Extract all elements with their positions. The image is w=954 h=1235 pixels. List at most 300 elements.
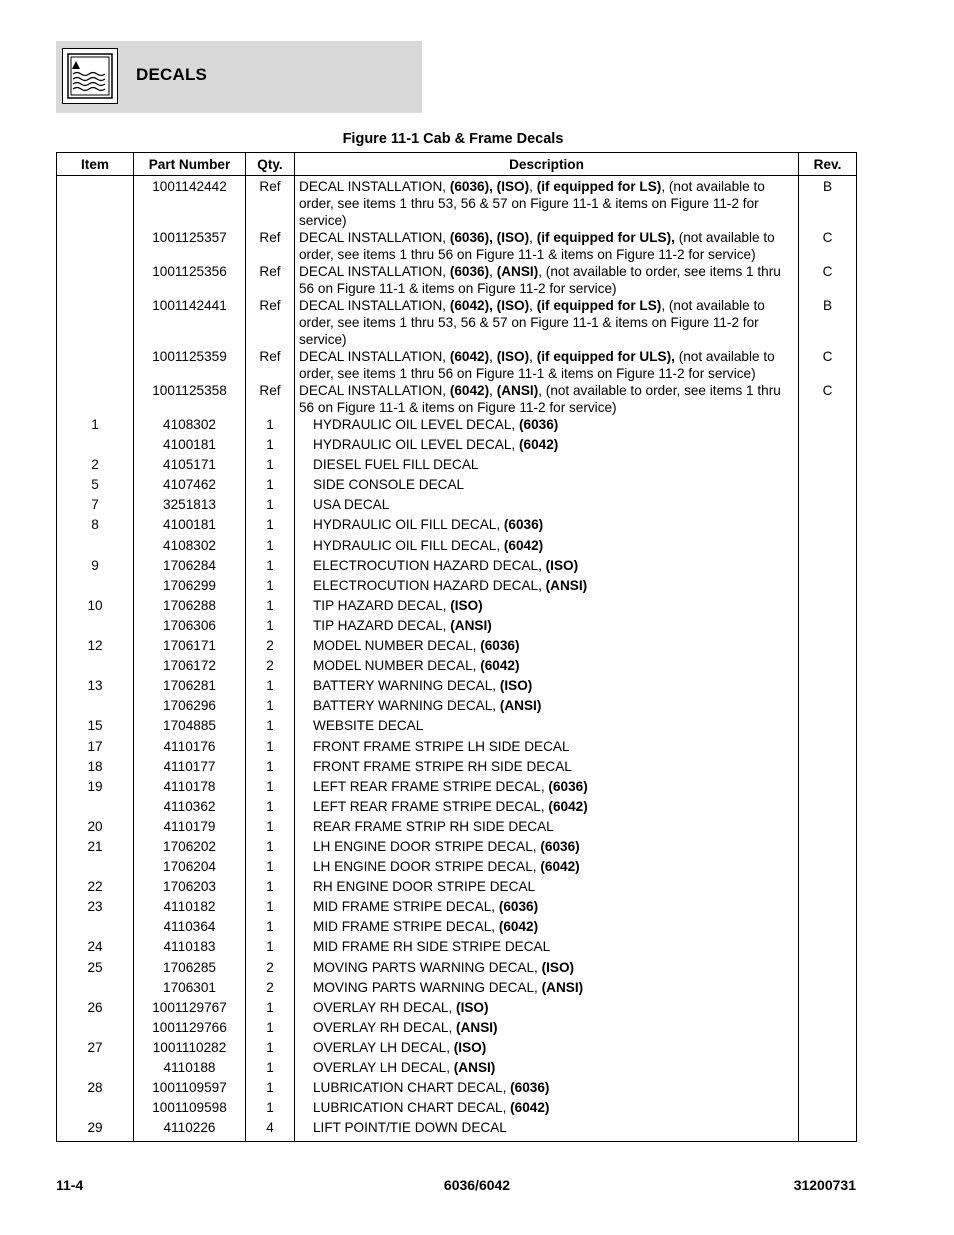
rev-cell — [799, 999, 857, 1019]
qty-cell: 4 — [246, 1119, 295, 1142]
description-qualifier: (ISO) — [456, 999, 489, 1015]
item-cell — [57, 1059, 134, 1079]
item-cell: 29 — [57, 1119, 134, 1142]
part-number-cell: 1001125359 — [134, 348, 246, 382]
rev-cell — [799, 878, 857, 898]
part-number-cell: 4110183 — [134, 938, 246, 958]
table-row — [57, 577, 857, 597]
description-text: , — [529, 230, 537, 245]
item-cell: 10 — [57, 597, 134, 617]
description-text: MID FRAME STRIPE DECAL, — [313, 899, 499, 915]
table-row — [57, 476, 857, 496]
table-row — [57, 436, 857, 456]
item-cell — [57, 697, 134, 717]
description-cell — [295, 476, 799, 496]
item-cell: 9 — [57, 557, 134, 577]
description-text: LH ENGINE DOOR STRIPE DECAL, — [313, 838, 541, 854]
item-cell: 2 — [57, 456, 134, 476]
item-cell: 12 — [57, 637, 134, 657]
description-text: REAR FRAME STRIP RH SIDE DECAL — [313, 818, 554, 834]
item-cell — [57, 617, 134, 637]
table-row — [57, 516, 857, 536]
description-cell — [295, 416, 799, 436]
table-row — [57, 717, 857, 737]
part-number-cell: 4105171 — [134, 456, 246, 476]
table-row — [57, 999, 857, 1019]
table-row — [57, 838, 857, 858]
description-cell — [295, 597, 799, 617]
qty-cell: 1 — [246, 838, 295, 858]
description-text: LEFT REAR FRAME STRIPE DECAL, — [313, 778, 549, 794]
rev-cell — [799, 938, 857, 958]
item-cell: 8 — [57, 516, 134, 536]
part-number-cell: 4108302 — [134, 537, 246, 557]
rev-cell — [799, 959, 857, 979]
description-qualifier: (6036) — [548, 778, 588, 794]
qty-cell: 1 — [246, 1019, 295, 1039]
description-cell — [295, 617, 799, 637]
description-qualifier: (6042) — [449, 349, 490, 364]
item-cell — [57, 657, 134, 677]
table-row — [57, 778, 857, 798]
item-cell — [57, 577, 134, 597]
qty-cell: 1 — [246, 617, 295, 637]
table-row — [57, 959, 857, 979]
parts-table-body — [57, 176, 857, 1142]
qty-cell: Ref — [246, 229, 295, 263]
qty-cell: 1 — [246, 577, 295, 597]
qty-cell: 1 — [246, 416, 295, 436]
description-qualifier: (6042), (ISO) — [449, 298, 530, 313]
description-text: DECAL INSTALLATION, — [299, 230, 450, 245]
part-number-cell: 1001125356 — [134, 263, 246, 297]
description-qualifier: (ISO) — [499, 678, 533, 694]
qty-cell: 2 — [246, 959, 295, 979]
qty-cell: 1 — [246, 697, 295, 717]
rev-cell — [799, 1099, 857, 1119]
rev-cell — [799, 557, 857, 577]
table-row — [57, 416, 857, 436]
part-number-cell: 1706306 — [134, 617, 246, 637]
description-qualifier: (6042) — [519, 437, 559, 453]
description-qualifier: (ANSI) — [496, 383, 539, 398]
qty-cell: 1 — [246, 496, 295, 516]
qty-cell: 1 — [246, 1099, 295, 1119]
rev-cell — [799, 537, 857, 557]
description-cell — [295, 1079, 799, 1099]
description-cell — [295, 798, 799, 818]
qty-cell: Ref — [246, 263, 295, 297]
description-text: DECAL INSTALLATION, — [299, 349, 450, 364]
description-cell — [295, 717, 799, 737]
qty-cell: 1 — [246, 1079, 295, 1099]
part-number-cell: 1706296 — [134, 697, 246, 717]
rev-cell — [799, 818, 857, 838]
rev-cell — [799, 657, 857, 677]
part-number-cell: 1001142442 — [134, 176, 246, 230]
rev-cell: C — [799, 348, 857, 382]
description-cell — [295, 1059, 799, 1079]
description-cell — [295, 263, 799, 297]
item-cell — [57, 176, 134, 230]
description-text: BATTERY WARNING DECAL, — [313, 678, 500, 694]
part-number-cell: 1706281 — [134, 677, 246, 697]
part-number-cell: 4110176 — [134, 738, 246, 758]
description-text: MID FRAME STRIPE DECAL, — [313, 919, 499, 935]
description-cell — [295, 229, 799, 263]
description-qualifier: (ISO) — [496, 349, 530, 364]
description-cell — [295, 557, 799, 577]
rev-cell — [799, 918, 857, 938]
rev-cell — [799, 1119, 857, 1142]
table-row — [57, 677, 857, 697]
item-cell — [57, 858, 134, 878]
part-number-cell: 1706204 — [134, 858, 246, 878]
item-cell: 20 — [57, 818, 134, 838]
part-number-cell: 1706171 — [134, 637, 246, 657]
qty-cell: 1 — [246, 898, 295, 918]
description-text: OVERLAY RH DECAL, — [313, 999, 457, 1015]
item-cell: 23 — [57, 898, 134, 918]
description-cell — [295, 456, 799, 476]
item-cell: 5 — [57, 476, 134, 496]
table-row — [57, 348, 857, 382]
qty-cell: 2 — [246, 657, 295, 677]
description-cell — [295, 838, 799, 858]
description-text: , (not available to order, see items 1 thru 56 on Figure 11-1 & items on Figure 11-2 for service) — [299, 264, 781, 296]
rev-cell — [799, 758, 857, 778]
description-text: ELECTROCUTION HAZARD DECAL, — [313, 557, 546, 573]
description-text: MODEL NUMBER DECAL, — [313, 638, 481, 654]
table-row — [57, 557, 857, 577]
rev-cell — [799, 597, 857, 617]
description-text: OVERLAY LH DECAL, — [313, 1039, 454, 1055]
description-text: BATTERY WARNING DECAL, — [313, 698, 500, 714]
description-text: TIP HAZARD DECAL, — [313, 617, 451, 633]
part-number-cell: 4110226 — [134, 1119, 246, 1142]
description-qualifier: (ANSI) — [453, 1060, 496, 1075]
table-row — [57, 918, 857, 938]
rev-cell — [799, 1079, 857, 1099]
table-row — [57, 1039, 857, 1059]
description-qualifier: (if equipped for LS) — [536, 179, 662, 194]
description-text: RH ENGINE DOOR STRIPE DECAL — [313, 879, 536, 895]
item-cell: 27 — [57, 1039, 134, 1059]
description-qualifier: (6036) — [510, 1080, 550, 1096]
description-cell — [295, 918, 799, 938]
description-qualifier: (ISO) — [545, 557, 579, 573]
description-text: MODEL NUMBER DECAL, — [313, 658, 481, 674]
rev-cell: C — [799, 382, 857, 416]
column-header-description: Description — [295, 153, 799, 176]
column-header-item: Item — [57, 153, 134, 176]
rev-cell: C — [799, 229, 857, 263]
item-cell — [57, 229, 134, 263]
rev-cell — [799, 979, 857, 999]
part-number-cell: 4110179 — [134, 818, 246, 838]
table-row — [57, 697, 857, 717]
table-row — [57, 176, 857, 230]
table-row — [57, 229, 857, 263]
item-cell: 28 — [57, 1079, 134, 1099]
qty-cell: 1 — [246, 516, 295, 536]
part-number-cell: 4107462 — [134, 476, 246, 496]
description-cell — [295, 297, 799, 348]
figure-title: Figure 11-1 Cab & Frame Decals — [342, 131, 564, 147]
rev-cell — [799, 1059, 857, 1079]
description-text: HYDRAULIC OIL FILL DECAL, — [313, 517, 504, 533]
description-cell — [295, 738, 799, 758]
manual-book-icon — [62, 48, 118, 104]
description-text: , — [529, 298, 537, 313]
description-text: OVERLAY RH DECAL, — [313, 1019, 457, 1035]
description-qualifier: (6042) — [510, 1100, 550, 1116]
part-number-cell: 1001125357 — [134, 229, 246, 263]
description-text: HYDRAULIC OIL FILL DECAL, — [313, 537, 504, 553]
description-qualifier: (if equipped for LS) — [536, 298, 662, 313]
part-number-cell: 1001109597 — [134, 1079, 246, 1099]
item-cell — [57, 382, 134, 416]
description-qualifier: (ANSI) — [499, 698, 542, 714]
item-cell — [57, 1099, 134, 1119]
item-cell: 22 — [57, 878, 134, 898]
part-number-cell: 4100181 — [134, 516, 246, 536]
description-text: USA DECAL — [313, 497, 390, 513]
table-row — [57, 1119, 857, 1142]
part-number-cell: 3251813 — [134, 496, 246, 516]
item-cell: 19 — [57, 778, 134, 798]
description-qualifier: (ISO) — [541, 959, 575, 975]
qty-cell: 1 — [246, 677, 295, 697]
item-cell — [57, 798, 134, 818]
description-cell — [295, 577, 799, 597]
rev-cell: B — [799, 297, 857, 348]
description-qualifier: (6036) — [519, 417, 559, 432]
description-text: , (not available to order, see items 1 thru 56 on Figure 11-1 & items on Figure 11-2 for service) — [299, 383, 781, 415]
rev-cell — [799, 1019, 857, 1039]
qty-cell: 1 — [246, 476, 295, 496]
description-cell — [295, 382, 799, 416]
qty-cell: 1 — [246, 738, 295, 758]
model-number: 6036/6042 — [443, 1177, 511, 1193]
description-text: OVERLAY LH DECAL, — [313, 1060, 454, 1075]
part-number-cell: 1001129767 — [134, 999, 246, 1019]
section-title: DECALS — [136, 65, 208, 84]
table-row — [57, 979, 857, 999]
description-qualifier: (6042) — [449, 383, 490, 398]
item-cell — [57, 537, 134, 557]
rev-cell — [799, 436, 857, 456]
description-qualifier: (6036), (ISO) — [449, 179, 530, 194]
qty-cell: 2 — [246, 637, 295, 657]
table-row — [57, 938, 857, 958]
description-text: MOVING PARTS WARNING DECAL, — [313, 959, 542, 975]
description-text: (not available to order, see items 1 thru 56 on Figure 11-1 & items on Figure 11-2 for service) — [299, 230, 775, 262]
description-cell — [295, 677, 799, 697]
rev-cell: C — [799, 263, 857, 297]
table-row — [57, 597, 857, 617]
part-number-cell: 1001110282 — [134, 1039, 246, 1059]
column-header-part-number: Part Number — [134, 153, 246, 176]
description-qualifier: (ANSI) — [496, 264, 539, 279]
description-cell — [295, 657, 799, 677]
rev-cell — [799, 617, 857, 637]
description-cell — [295, 348, 799, 382]
part-number-cell: 1001109598 — [134, 1099, 246, 1119]
item-cell: 15 — [57, 717, 134, 737]
table-row — [57, 1019, 857, 1039]
description-qualifier: (if equipped for ULS), — [536, 349, 675, 364]
description-text: LH ENGINE DOOR STRIPE DECAL, — [313, 859, 541, 875]
description-text: LEFT REAR FRAME STRIPE DECAL, — [313, 798, 549, 814]
description-text: , — [489, 383, 497, 398]
item-cell — [57, 436, 134, 456]
description-cell — [295, 1039, 799, 1059]
description-text: WEBSITE DECAL — [313, 718, 424, 734]
description-cell — [295, 496, 799, 516]
rev-cell — [799, 717, 857, 737]
description-cell — [295, 516, 799, 536]
rev-cell — [799, 677, 857, 697]
table-header-row — [57, 153, 857, 176]
description-text: FRONT FRAME STRIPE LH SIDE DECAL — [313, 738, 570, 754]
table-row — [57, 297, 857, 348]
part-number-cell: 4110364 — [134, 918, 246, 938]
page-number: 11-4 — [56, 1177, 84, 1193]
part-number-cell: 4110178 — [134, 778, 246, 798]
qty-cell: Ref — [246, 382, 295, 416]
item-cell: 21 — [57, 838, 134, 858]
rev-cell — [799, 898, 857, 918]
description-text: TIP HAZARD DECAL, — [313, 597, 451, 613]
table-row — [57, 758, 857, 778]
table-row — [57, 798, 857, 818]
description-cell — [295, 979, 799, 999]
description-text: DECAL INSTALLATION, — [299, 298, 450, 313]
item-cell — [57, 1019, 134, 1039]
description-qualifier: (ISO) — [453, 1039, 487, 1055]
description-cell — [295, 999, 799, 1019]
description-text: , — [489, 349, 497, 364]
description-cell — [295, 697, 799, 717]
table-row — [57, 878, 857, 898]
table-row — [57, 263, 857, 297]
description-text: , — [489, 264, 497, 279]
qty-cell: 1 — [246, 597, 295, 617]
qty-cell: 1 — [246, 938, 295, 958]
part-number-cell: 4110182 — [134, 898, 246, 918]
part-number-cell: 1706288 — [134, 597, 246, 617]
rev-cell — [799, 416, 857, 436]
table-row — [57, 858, 857, 878]
qty-cell: 1 — [246, 1039, 295, 1059]
rev-cell — [799, 476, 857, 496]
description-qualifier: (ANSI) — [541, 979, 584, 995]
part-number-cell: 4110362 — [134, 798, 246, 818]
description-cell — [295, 436, 799, 456]
part-number-cell: 1704885 — [134, 717, 246, 737]
item-cell: 25 — [57, 959, 134, 979]
description-text: DECAL INSTALLATION, — [299, 179, 450, 194]
item-cell — [57, 263, 134, 297]
table-row — [57, 898, 857, 918]
qty-cell: 1 — [246, 557, 295, 577]
rev-cell — [799, 577, 857, 597]
item-cell: 1 — [57, 416, 134, 436]
qty-cell: 1 — [246, 1059, 295, 1079]
qty-cell: 1 — [246, 999, 295, 1019]
qty-cell: Ref — [246, 297, 295, 348]
part-number-cell: 1001142441 — [134, 297, 246, 348]
description-cell — [295, 878, 799, 898]
description-text: DIESEL FUEL FILL DECAL — [313, 457, 479, 473]
column-header-rev: Rev. — [799, 153, 857, 176]
description-text: ELECTROCUTION HAZARD DECAL, — [313, 577, 546, 593]
qty-cell: Ref — [246, 348, 295, 382]
document-number: 31200731 — [793, 1177, 856, 1193]
item-cell — [57, 297, 134, 348]
section-header — [56, 41, 422, 113]
description-text: , (not available to order, see items 1 thru 53, 56 & 57 on Figure 11-1 & items on Figure 11-2 for service) — [299, 179, 765, 228]
description-text: MOVING PARTS WARNING DECAL, — [313, 979, 542, 995]
table-row — [57, 738, 857, 758]
table-row — [57, 1079, 857, 1099]
description-text: SIDE CONSOLE DECAL — [313, 477, 465, 493]
part-number-cell: 1706203 — [134, 878, 246, 898]
qty-cell: 1 — [246, 436, 295, 456]
item-cell — [57, 918, 134, 938]
part-number-cell: 1706299 — [134, 577, 246, 597]
description-text: , — [529, 179, 537, 194]
rev-cell — [799, 838, 857, 858]
rev-cell — [799, 456, 857, 476]
rev-cell — [799, 858, 857, 878]
part-number-cell: 1001125358 — [134, 382, 246, 416]
description-qualifier: (6036) — [503, 517, 544, 533]
part-number-cell: 1001129766 — [134, 1019, 246, 1039]
description-cell — [295, 758, 799, 778]
item-cell: 7 — [57, 496, 134, 516]
description-qualifier: (6042) — [540, 859, 580, 875]
table-row — [57, 637, 857, 657]
description-cell — [295, 898, 799, 918]
description-text: DECAL INSTALLATION, — [299, 264, 450, 279]
rev-cell — [799, 637, 857, 657]
rev-cell — [799, 1039, 857, 1059]
description-qualifier: (6042) — [480, 658, 520, 674]
qty-cell: Ref — [246, 176, 295, 230]
item-cell: 18 — [57, 758, 134, 778]
description-qualifier: (6042) — [503, 537, 544, 553]
qty-cell: 1 — [246, 758, 295, 778]
description-qualifier: (ANSI) — [545, 577, 588, 593]
description-text: DECAL INSTALLATION, — [299, 383, 450, 398]
column-header-qty: Qty. — [246, 153, 295, 176]
part-number-cell: 4110177 — [134, 758, 246, 778]
parts-table — [56, 152, 857, 1142]
description-cell — [295, 637, 799, 657]
item-cell: 17 — [57, 738, 134, 758]
table-row — [57, 1059, 857, 1079]
table-row — [57, 1099, 857, 1119]
qty-cell: 1 — [246, 818, 295, 838]
rev-cell — [799, 496, 857, 516]
rev-cell — [799, 516, 857, 536]
description-text: (not available to order, see items 1 thru 56 on Figure 11-1 & items on Figure 11-2 for service) — [299, 349, 775, 381]
rev-cell — [799, 738, 857, 758]
qty-cell: 1 — [246, 537, 295, 557]
description-text: HYDRAULIC OIL LEVEL DECAL, — [313, 437, 519, 453]
